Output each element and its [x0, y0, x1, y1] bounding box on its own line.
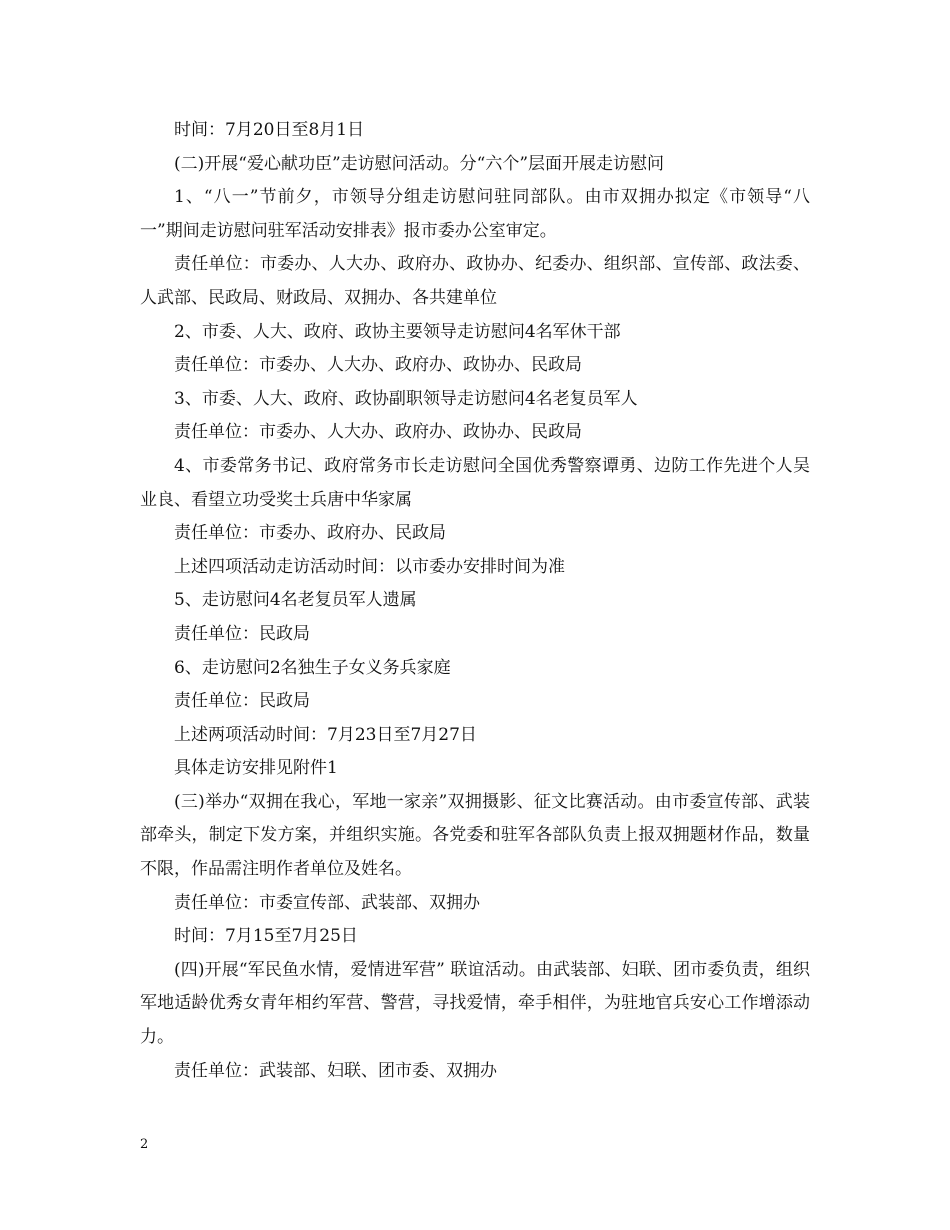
paragraph-time-note-1: 上述四项活动走访活动时间：以市委办安排时间为准	[174, 556, 565, 577]
paragraph-item-2: 2、市委、人大、政府、政协主要领导走访慰问4名军休干部	[174, 321, 621, 342]
paragraph-time-2: 时间：7月15至7月25日	[174, 926, 358, 947]
paragraph-item-4: 4、市委常务书记、政府常务市长走访慰问全国优秀警察谭勇、边防工作先进个人吴业良、看望立功受奖士兵唐中华家属	[140, 455, 810, 510]
paragraph-time-1: 时间：7月20日至8月1日	[174, 120, 365, 140]
paragraph-responsible-2: 责任单位：市委办、人大办、政府办、政协办、民政局	[174, 355, 582, 376]
paragraph-responsible-7: 责任单位：市委宣传部、武装部、双拥办	[174, 892, 480, 913]
page-number: 2	[140, 1137, 149, 1152]
paragraph-item-6: 6、走访慰问2名独生子女义务兵家庭	[174, 657, 451, 678]
paragraph-time-note-2: 上述两项活动时间：7月23日至7月27日	[174, 724, 477, 745]
paragraph-responsible-3: 责任单位：市委办、人大办、政府办、政协办、民政局	[174, 422, 582, 443]
paragraph-section-2-heading: (二)开展“爱心献功臣”走访慰问活动。分“六个”层面开展走访慰问	[174, 153, 665, 174]
paragraph-item-5: 5、走访慰问4名老复员军人遗属	[174, 590, 417, 611]
paragraph-responsible-6: 责任单位：民政局	[174, 691, 310, 712]
paragraph-responsible-8: 责任单位：武装部、妇联、团市委、双拥办	[174, 1060, 497, 1081]
paragraph-section-4: (四)开展“军民鱼水情，爱情进军营” 联谊活动。由武装部、妇联、团市委负责，组织军地适龄优秀女青年相约军营、警营，寻找爱情，牵手相伴，为驻地官兵安心工作增添动力。	[140, 959, 810, 1048]
paragraph-section-3: (三)举办“双拥在我心，军地一家亲”双拥摄影、征文比赛活动。由市委宣传部、武装部牵头，制定下发方案，并组织实施。各党委和驻军各部队负责上报双拥题材作品，数量不限，作品需注明作者单位及姓名。	[140, 791, 810, 880]
paragraph-item-1: 1、“八一”节前夕，市领导分组走访慰问驻同部队。由市双拥办拟定《市领导“八一”期间走访慰问驻军活动安排表》报市委办公室审定。	[140, 187, 810, 241]
paragraph-responsible-1: 责任单位：市委办、人大办、政府办、政协办、纪委办、组织部、宣传部、政法委、人武部、民政局、财政局、双拥办、各共建单位	[140, 254, 810, 308]
document-body	[140, 114, 810, 1088]
paragraph-appendix-note: 具体走访安排见附件1	[174, 758, 338, 779]
paragraph-responsible-4: 责任单位：市委办、政府办、民政局	[174, 523, 446, 544]
paragraph-item-3: 3、市委、人大、政府、政协副职领导走访慰问4名老复员军人	[174, 388, 638, 409]
paragraph-responsible-5: 责任单位：民政局	[174, 623, 310, 644]
